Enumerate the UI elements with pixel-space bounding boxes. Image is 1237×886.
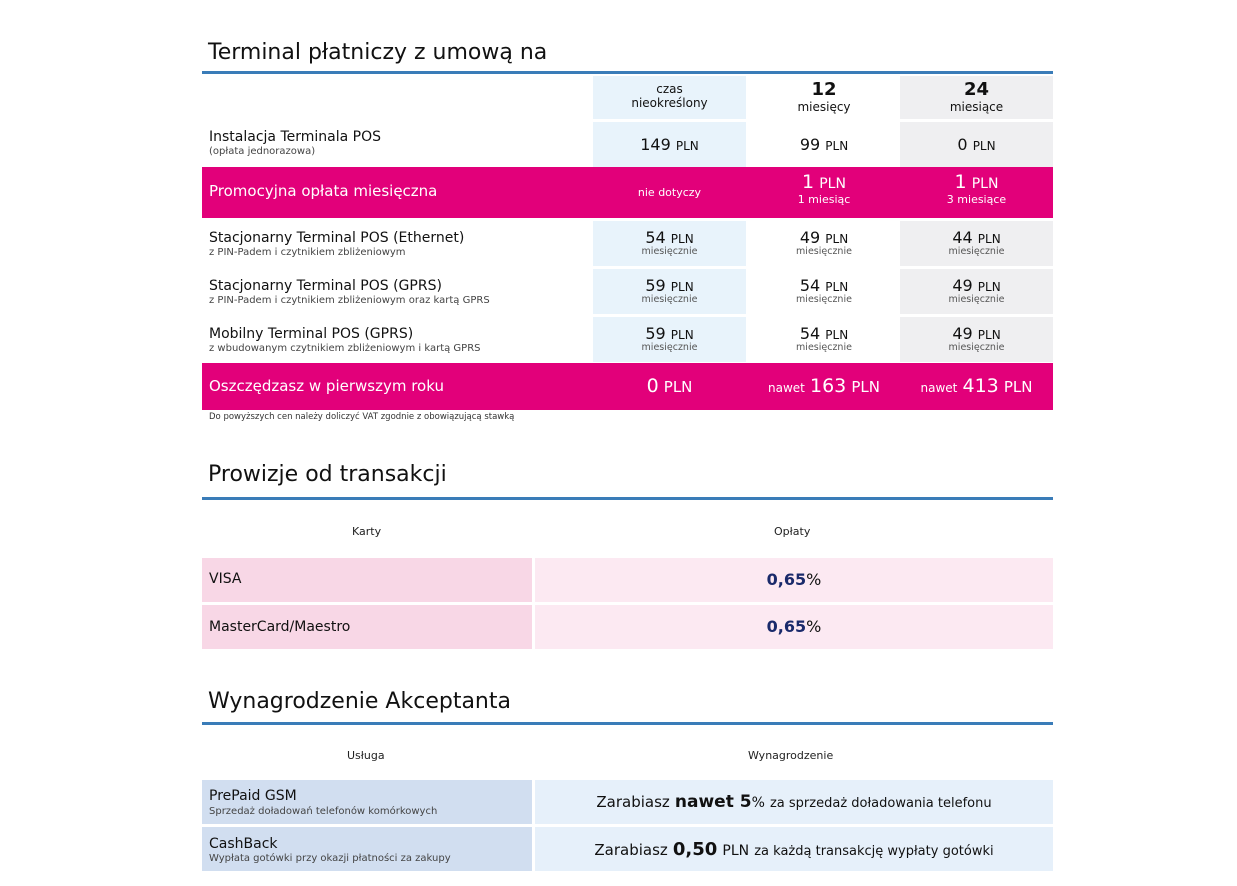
price-cell: 44 PLN miesięcznie	[900, 221, 1053, 266]
price-cell: 0 PLN	[900, 122, 1053, 167]
reward-section	[202, 687, 1053, 725]
price-cell: 49 PLN miesięcznie	[796, 228, 852, 257]
savings-24: nawet 413 PLN	[920, 375, 1033, 397]
reward-row-prepaid-service: PrePaid GSM Sprzedaż doładowań telefonów komórkowych	[202, 780, 532, 824]
reward-row-prepaid-value: Zarabiasz nawet 5% za sprzedaż doładowania telefonu	[535, 780, 1053, 824]
row-sublabel: z PIN-Padem i czytnikiem zbliżeniowym oraz kartą GPRS	[209, 295, 490, 306]
terminal-header-row	[202, 76, 1053, 119]
column-header-indefinite: czas nieokreślony	[593, 76, 746, 119]
price-cell: 49 PLN miesięcznie	[900, 269, 1053, 314]
promo-12: 1 PLN 1 miesiąc	[797, 171, 851, 206]
price-cell: 59 PLN miesięcznie	[593, 317, 746, 362]
fees-section	[202, 460, 1053, 500]
column-header-24: 24 miesiące	[900, 76, 1053, 119]
row-sublabel: (opłata jednorazowa)	[209, 146, 316, 157]
savings-label: Oszczędzasz w pierwszym roku	[209, 377, 444, 395]
price-cell: 49 PLN miesięcznie	[900, 317, 1053, 362]
header-service: Usługa	[347, 749, 385, 762]
row-label: Mobilny Terminal POS (GPRS)	[209, 326, 414, 342]
header-reward: Wynagrodzenie	[748, 749, 834, 762]
table-row	[202, 221, 1053, 266]
savings-indefinite: 0 PLN	[646, 375, 693, 397]
price-cell: 59 PLN miesięcznie	[593, 269, 746, 314]
price-cell: 149 PLN	[593, 122, 746, 167]
price-cell: 99 PLN	[799, 135, 849, 154]
table-row	[202, 317, 1053, 362]
fees-title-rule	[202, 497, 1053, 500]
reward-title-rule	[202, 722, 1053, 725]
fees-title: Prowizje od transakcji	[208, 462, 447, 487]
promo-row	[202, 167, 1053, 218]
savings-row	[202, 363, 1053, 410]
table-row	[202, 269, 1053, 314]
reward-row-cashback-value: Zarabiasz 0,50 PLN za każdą transakcję wypłaty gotówki	[535, 827, 1053, 871]
terminal-title: Terminal płatniczy z umową na	[208, 40, 548, 65]
terminal-table	[202, 76, 1053, 410]
promo-24: 1 PLN 3 miesiące	[946, 171, 1007, 206]
promo-na: nie dotyczy	[637, 186, 702, 199]
row-sublabel: z wbudowanym czytnikiem zbliżeniowym i kartą GPRS	[209, 343, 481, 354]
price-cell: 54 PLN miesięcznie	[796, 324, 852, 353]
price-cell: 54 PLN miesięcznie	[593, 221, 746, 266]
fee-row-mastercard-rate: 0,65%	[535, 605, 1053, 649]
fee-row-visa-rate: 0,65%	[535, 558, 1053, 602]
promo-label: Promocyjna opłata miesięczna	[209, 182, 438, 200]
fee-row-mastercard-card: MasterCard/Maestro	[202, 605, 532, 649]
row-label: Instalacja Terminala POS	[209, 129, 381, 145]
fee-row-visa-card: VISA	[202, 558, 532, 602]
reward-title: Wynagrodzenie Akceptanta	[208, 689, 511, 714]
header-cards: Karty	[352, 525, 382, 538]
terminal-section	[202, 38, 1053, 74]
row-sublabel: z PIN-Padem i czytnikiem zbliżeniowym	[209, 247, 406, 258]
terminal-title-rule	[202, 71, 1053, 74]
header-fees: Opłaty	[774, 525, 811, 538]
reward-row-cashback-service: CashBack Wypłata gotówki przy okazji płatności za zakupy	[202, 827, 532, 871]
vat-note: Do powyższych cen należy doliczyć VAT zgodnie z obowiązującą stawką	[209, 412, 515, 422]
price-cell: 54 PLN miesięcznie	[796, 276, 852, 305]
table-row	[202, 122, 1053, 167]
row-label: Stacjonarny Terminal POS (GPRS)	[209, 278, 442, 294]
column-header-12: 12 miesięcy	[797, 79, 851, 114]
row-label: Stacjonarny Terminal POS (Ethernet)	[209, 230, 465, 246]
savings-12: nawet 163 PLN	[768, 375, 880, 397]
